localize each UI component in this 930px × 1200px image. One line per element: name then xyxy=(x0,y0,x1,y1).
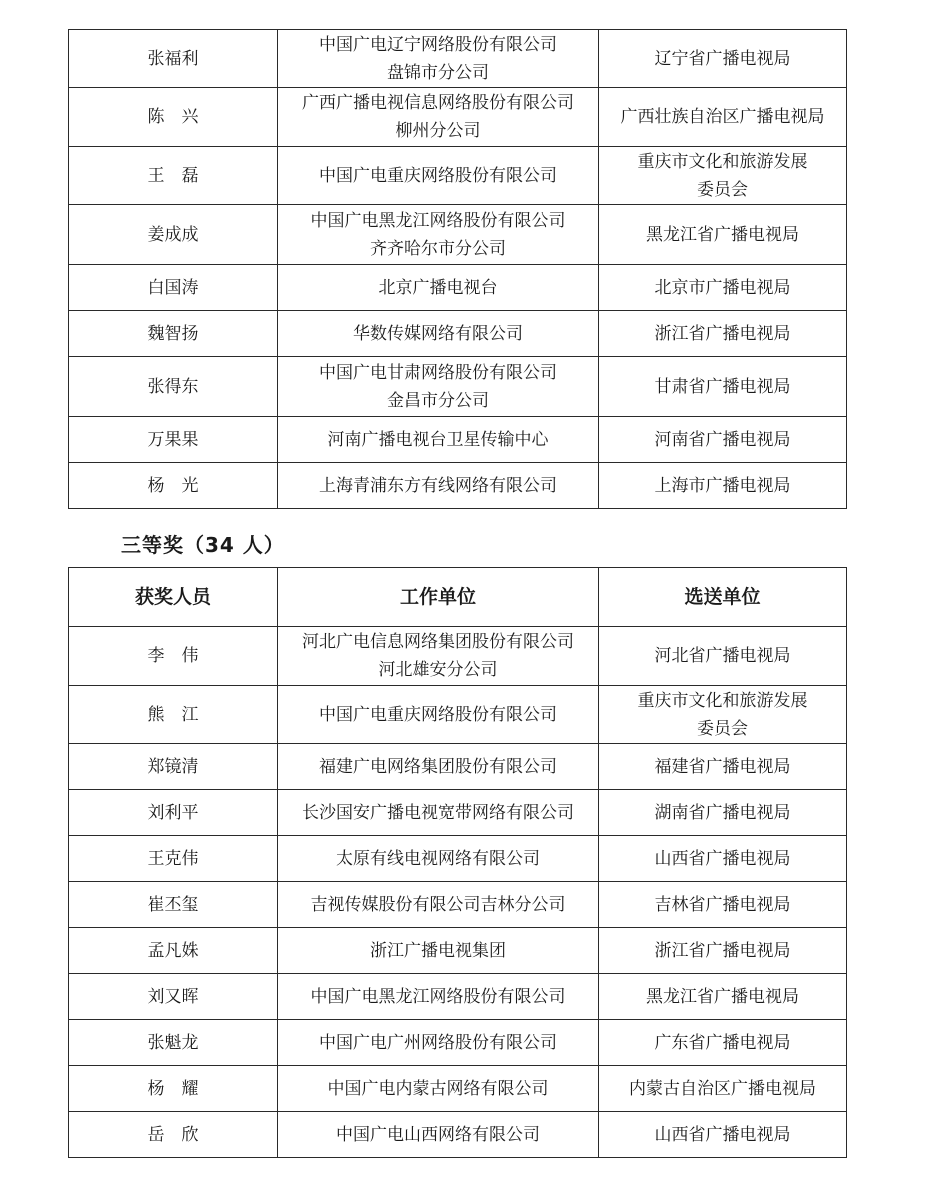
winner-name: 孟凡姝 xyxy=(69,928,278,974)
work-unit: 中国广电黑龙江网络股份有限公司 xyxy=(278,974,599,1020)
winner-name: 刘利平 xyxy=(69,790,278,836)
work-unit: 中国广电山西网络有限公司 xyxy=(278,1112,599,1158)
header-sending-unit: 选送单位 xyxy=(599,568,847,627)
table-row xyxy=(69,1066,847,1112)
table-row xyxy=(69,205,847,265)
work-unit: 福建广电网络集团股份有限公司 xyxy=(278,744,599,790)
work-unit: 广西广播电视信息网络股份有限公司 柳州分公司 xyxy=(278,88,599,147)
sending-unit: 黑龙江省广播电视局 xyxy=(599,974,847,1020)
table-header-row xyxy=(69,568,847,627)
table-row xyxy=(69,463,847,509)
sending-unit: 黑龙江省广播电视局 xyxy=(599,205,847,265)
sending-unit: 内蒙古自治区广播电视局 xyxy=(599,1066,847,1112)
sending-unit: 重庆市文化和旅游发展 委员会 xyxy=(599,686,847,744)
work-unit: 河北广电信息网络集团股份有限公司 河北雄安分公司 xyxy=(278,627,599,686)
winner-name: 崔丕玺 xyxy=(69,882,278,928)
table-row xyxy=(69,627,847,686)
table-row xyxy=(69,790,847,836)
work-unit: 上海青浦东方有线网络有限公司 xyxy=(278,463,599,509)
table-row xyxy=(69,30,847,88)
sending-unit: 辽宁省广播电视局 xyxy=(599,30,847,88)
table-row xyxy=(69,974,847,1020)
winner-name: 王克伟 xyxy=(69,836,278,882)
table-row xyxy=(69,417,847,463)
table-row xyxy=(69,265,847,311)
winner-name: 张得东 xyxy=(69,357,278,417)
table-row xyxy=(69,928,847,974)
table-row xyxy=(69,88,847,147)
winner-name: 熊 江 xyxy=(69,686,278,744)
work-unit: 华数传媒网络有限公司 xyxy=(278,311,599,357)
work-unit: 浙江广播电视集团 xyxy=(278,928,599,974)
sending-unit: 浙江省广播电视局 xyxy=(599,311,847,357)
sending-unit: 浙江省广播电视局 xyxy=(599,928,847,974)
winner-name: 姜成成 xyxy=(69,205,278,265)
winner-name: 岳 欣 xyxy=(69,1112,278,1158)
sending-unit: 山西省广播电视局 xyxy=(599,1112,847,1158)
sending-unit: 河南省广播电视局 xyxy=(599,417,847,463)
work-unit: 吉视传媒股份有限公司吉林分公司 xyxy=(278,882,599,928)
winner-name: 刘又晖 xyxy=(69,974,278,1020)
sending-unit: 甘肃省广播电视局 xyxy=(599,357,847,417)
work-unit: 太原有线电视网络有限公司 xyxy=(278,836,599,882)
winner-name: 张福利 xyxy=(69,30,278,88)
top-award-table xyxy=(68,29,847,509)
sending-unit: 广东省广播电视局 xyxy=(599,1020,847,1066)
work-unit: 中国广电黑龙江网络股份有限公司 齐齐哈尔市分公司 xyxy=(278,205,599,265)
work-unit: 河南广播电视台卫星传输中心 xyxy=(278,417,599,463)
sending-unit: 湖南省广播电视局 xyxy=(599,790,847,836)
work-unit: 中国广电内蒙古网络有限公司 xyxy=(278,1066,599,1112)
work-unit: 中国广电重庆网络股份有限公司 xyxy=(278,686,599,744)
winner-name: 万果果 xyxy=(69,417,278,463)
header-work-unit: 工作单位 xyxy=(278,568,599,627)
sending-unit: 北京市广播电视局 xyxy=(599,265,847,311)
sending-unit: 福建省广播电视局 xyxy=(599,744,847,790)
winner-name: 杨 耀 xyxy=(69,1066,278,1112)
work-unit: 中国广电广州网络股份有限公司 xyxy=(278,1020,599,1066)
table-row xyxy=(69,744,847,790)
winner-name: 杨 光 xyxy=(69,463,278,509)
table-row xyxy=(69,882,847,928)
work-unit: 北京广播电视台 xyxy=(278,265,599,311)
sending-unit: 吉林省广播电视局 xyxy=(599,882,847,928)
sending-unit: 河北省广播电视局 xyxy=(599,627,847,686)
table-row xyxy=(69,1020,847,1066)
winner-name: 王 磊 xyxy=(69,147,278,205)
table-row xyxy=(69,1112,847,1158)
winner-name: 魏智扬 xyxy=(69,311,278,357)
work-unit: 长沙国安广播电视宽带网络有限公司 xyxy=(278,790,599,836)
winner-name: 白国涛 xyxy=(69,265,278,311)
sending-unit: 上海市广播电视局 xyxy=(599,463,847,509)
table-row xyxy=(69,147,847,205)
work-unit: 中国广电辽宁网络股份有限公司 盘锦市分公司 xyxy=(278,30,599,88)
table-row xyxy=(69,357,847,417)
winner-name: 张魁龙 xyxy=(69,1020,278,1066)
sending-unit: 广西壮族自治区广播电视局 xyxy=(599,88,847,147)
header-winner: 获奖人员 xyxy=(69,568,278,627)
table-row xyxy=(69,836,847,882)
table-row xyxy=(69,311,847,357)
winner-name: 郑镜清 xyxy=(69,744,278,790)
sending-unit: 重庆市文化和旅游发展 委员会 xyxy=(599,147,847,205)
winner-name: 陈 兴 xyxy=(69,88,278,147)
work-unit: 中国广电重庆网络股份有限公司 xyxy=(278,147,599,205)
table-row xyxy=(69,686,847,744)
winner-name: 李 伟 xyxy=(69,627,278,686)
third-prize-heading: 三等奖（34 人） xyxy=(121,533,285,557)
sending-unit: 山西省广播电视局 xyxy=(599,836,847,882)
work-unit: 中国广电甘肃网络股份有限公司 金昌市分公司 xyxy=(278,357,599,417)
third-prize-table xyxy=(68,567,847,1158)
